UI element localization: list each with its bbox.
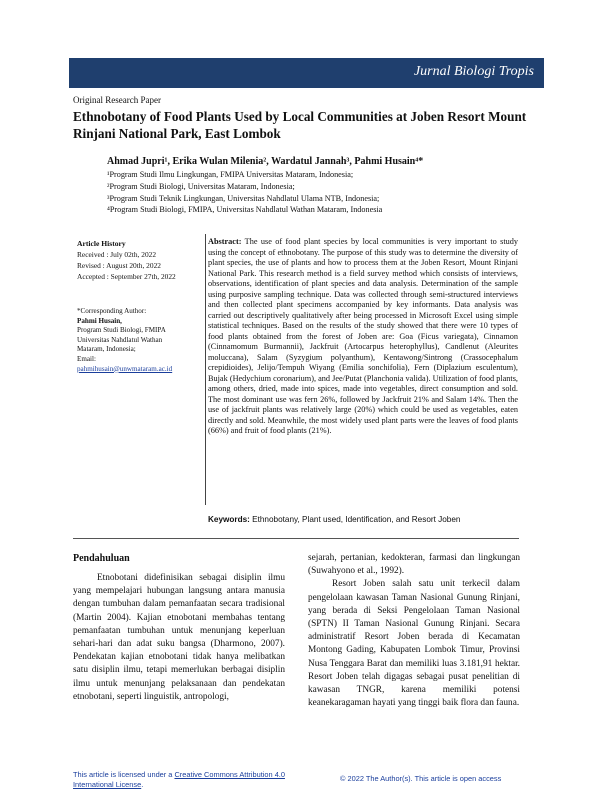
corresponding-author [77, 307, 205, 374]
body-column-right [308, 552, 520, 710]
accepted-date: Accepted : September 27th, 2022 [77, 272, 176, 281]
email-label: Email: [77, 354, 96, 363]
corresponding-label: *Corresponding Author: [77, 307, 147, 315]
revised-date: Revised : August 20th, 2022 [77, 261, 161, 270]
author-list: Ahmad Jupri¹, Erika Wulan Milenia², Wardatul Jannah³, Pahmi Husain⁴* [107, 156, 424, 167]
corresponding-affiliation-line: Mataram, Indonesia; [77, 345, 136, 354]
corresponding-name: Pahmi Husain, [77, 316, 122, 325]
license-suffix: . [141, 780, 144, 789]
abstract-label: Abstract: [208, 237, 242, 246]
article-history [77, 238, 202, 282]
history-heading: Article History [77, 239, 126, 248]
body-paragraph: sejarah, pertanian, kedokteran, farmasi dan lingkungan (Suwahyono et al., 1992). [308, 553, 520, 577]
article-type: Original Research Paper [73, 95, 161, 105]
body-paragraph: Resort Joben salah satu unit terkecil dalam pengelolaan kawasan Taman Nasional Gunung Rinjani, yang berada di Seksi Pengelolaan Taman Nasional (SPTN) II Taman Nasional Gunung Rinjani. Secara administratif Resort Joben berada di Kecamatan Montong Gading, Kabupaten Lombok Timur, Provinsi Nusa Tenggara Barat dan memiliki luas 3.181,91 hektar. Resort Joben telah digagas sebagai pusat penelitian di kawasan TNGR, karena memiliki potensi keanekaragaman hayati yang tinggi baik flora dan fauna. [308, 579, 520, 709]
keywords-text: Ethnobotany, Plant used, Identification, and Resort Joben [252, 515, 461, 524]
license-link[interactable]: Creative Commons Attribution 4.0 International License [73, 770, 285, 789]
affiliation-item: ³Program Studi Teknik Lingkungan, Universitas Nahdlatul Ulama NTB, Indonesia; [107, 193, 380, 203]
paper-title: Ethnobotany of Food Plants Used by Local Communities at Joben Resort Mount Rinjani National Park, East Lombok [73, 109, 527, 141]
affiliation-item: ⁴Program Studi Biologi, FMIPA, Universitas Nahdlatul Wathan Mataram, Indonesia [107, 205, 383, 215]
affiliation-item: ²Program Studi Biologi, Universitas Mataram, Indonesia; [107, 181, 295, 191]
body-paragraph: Etnobotani didefinisikan sebagai disiplin ilmu yang mempelajari hubungan langsung antara manusia dengan tumbuhan dalam pemanfaatan secara tradisional (Martin 2004). Kajian etnobotani membahas tentang pemanfaatan tumbuhan untuk menunjang keperluan sehari-hari dan adat suku bangsa (Dharmono, 2007). Pendekatan kajian etnobotani tidak hanya melibatkan satu disiplin ilmu, tetapi memerlukan berbagai disiplin ilmu untuk menunjang pelaksanaan dan pendekatan etnobotani, seperti linguistik, antropologi, [73, 573, 285, 702]
license-note [73, 770, 323, 790]
abstract [208, 237, 518, 437]
section-heading: Pendahuluan [73, 553, 130, 564]
corresponding-affiliation-line: Universitas Nahdlatul Wathan [77, 335, 163, 344]
affiliation-item: ¹Program Studi Ilmu Lingkungan, FMIPA Universitas Mataram, Indonesia; [107, 170, 354, 179]
section-divider [73, 538, 519, 539]
affiliation-list [107, 169, 382, 216]
keywords-label: Keywords: [208, 515, 250, 524]
body-column-left [73, 572, 285, 704]
journal-name: Jurnal Biologi Tropis [413, 64, 534, 79]
received-date: Received : July 02th, 2022 [77, 250, 157, 259]
license-prefix: This article is licensed under a [73, 770, 175, 779]
corresponding-affiliation-line: Program Studi Biologi, FMIPA [77, 326, 166, 335]
keywords [208, 515, 518, 524]
journal-banner [69, 58, 544, 88]
copyright-note: © 2022 The Author(s). This article is open access [340, 774, 502, 783]
email-link[interactable]: pahmihusain@unwmataram.ac.id [77, 364, 173, 373]
abstract-text: The use of food plant species by local communities is very important to study using the concept of ethnobotany. The purpose of this study was to determine the diversity of plant species, the use of plants and how to process them at the Joben Resort, Mount Rinjani National Park. This research method is a field survey method which consists of interviews, observations, identification of plant species and data analysis. Determination of the sample using purposive sampling technique. Data was collected through semi-structured interviews and then collected plant specimens accompanied by key informants. Data analysis was carried out descriptively qualitatively after being processed in Microsoft Excel using simple statistical techniques. Based on the results of the study showed that there were 10 types of food plants obtained from the forest of Joben are: Goa (Ficus variegata), Cinnamon (Cinnamomum Burmannii), Jackfruit (Artocarpus heterophyllus), Candlenut (Aleurites moluccana), Salam (Syzygium polyanthum), Kentawong/Sintrong (Crassocephalum crepidioides), Jelijo/Tempuh Wiyang (Emilia sonchifolia), Fern (Diplazium esculentum), Bujak (Hedychium coronarium), and Jee/Putat (Planchonia valida). Utilization of food plants, among others, dried, made into spices, made into vegetables, direct consumption and sold. The most dominant use was fern 26%, followed by Jackfruit 21% and Salam 14%. Then the use of jackfruit plants was relatively large (20%) which could be used as vegetables, eaten directly and sold. Meanwhile, the most widely used plant parts were the leaves of food plants (66%) and fruit of food plants (21%). [208, 237, 518, 435]
